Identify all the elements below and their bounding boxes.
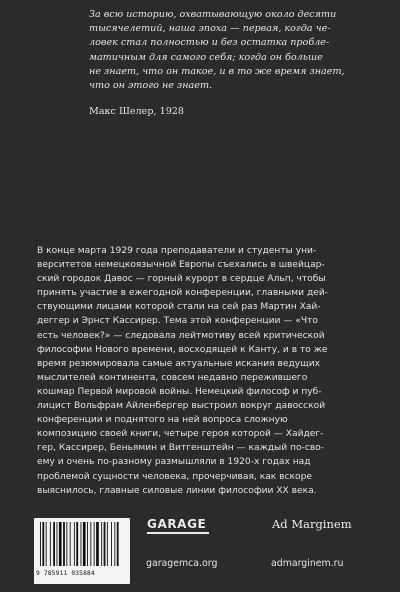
garage-logo — [147, 517, 209, 534]
annotation-line: конференции и поднятого на ней вопроса сложную — [37, 415, 288, 426]
annotation-line: философии Нового времени, восходящей к Канту, и в то же — [37, 344, 328, 355]
annotation-line: ский городок Давос — горный курорт в сердце Альп, чтобы — [37, 274, 326, 285]
garage-logo-text: GARAGE — [147, 517, 207, 531]
epigraph — [89, 8, 371, 119]
epigraph-line: тысячелетий, наша эпоха — первая, когда че- — [89, 23, 331, 35]
epigraph-attribution: Макс Шелер, 1928 — [89, 106, 185, 118]
annotation-line: принять участие в ежегодной конференции, главными дей- — [37, 288, 329, 299]
epigraph-line: не знает, что он такое, и в то же время знает, — [89, 65, 345, 77]
annotation-line: время резюмировала самые актуальные искания ведущих — [37, 358, 320, 369]
annotation-line: мыслителей континента, совсем недавно пережившего — [37, 372, 308, 383]
barcode-digits: 9 785911 035884 — [36, 570, 95, 577]
annotation-line: гер, Кассирер, Беньямин и Витгенштейн — каждый по-сво- — [37, 443, 325, 454]
barcode-bars — [38, 522, 126, 568]
garage-logo-underline — [147, 532, 209, 534]
isbn-barcode — [34, 518, 130, 584]
annotation-line: проблемой сущности человека, прочерчивая, как вскоре — [37, 471, 312, 482]
epigraph-line: ловек стал полностью и без остатка пробле- — [89, 37, 330, 49]
annotation-line: деггер и Эрнст Кассирер. Тема этой конференции — «Что — [37, 316, 318, 327]
book-annotation — [37, 244, 375, 498]
annotation-line: В конце марта 1929 года преподаватели и студенты уни- — [37, 246, 317, 256]
annotation-line: ему и очень по-разному размышляли в 1920-х годах над — [37, 457, 311, 468]
annotation-line: есть человек?» — следовала лейтмотиву всей критической — [37, 330, 325, 341]
annotation-line: ствующими лицами которой стали на сей раз Мартин Хай- — [37, 302, 321, 313]
annotation-line: выяснилось, главные силовые линии философии XX века. — [37, 485, 317, 496]
annotation-line: верситетов немецкоязычной Европы съехались в швейцар- — [37, 260, 325, 271]
annotation-line: кошмар Первой мировой войны. Немецкий философ и пуб- — [37, 386, 322, 397]
epigraph-line: матичным для самого себя; когда он больше — [89, 51, 323, 63]
epigraph-line: За всю историю, охватывающую около десяти — [89, 9, 337, 20]
epigraph-line: что он этого не знает. — [89, 80, 213, 92]
ad-marginem-logo: Ad Marginem — [272, 517, 352, 531]
garage-website-link[interactable]: garagemca.org — [146, 558, 218, 569]
ad-marginem-website-link[interactable]: admarginem.ru — [271, 558, 344, 569]
annotation-line: лицист Вольфрам Айленбергер выстроил вокруг давосской — [37, 401, 326, 412]
annotation-line: композицию своей книги, четыре героя которой — Хайдег- — [37, 429, 324, 440]
